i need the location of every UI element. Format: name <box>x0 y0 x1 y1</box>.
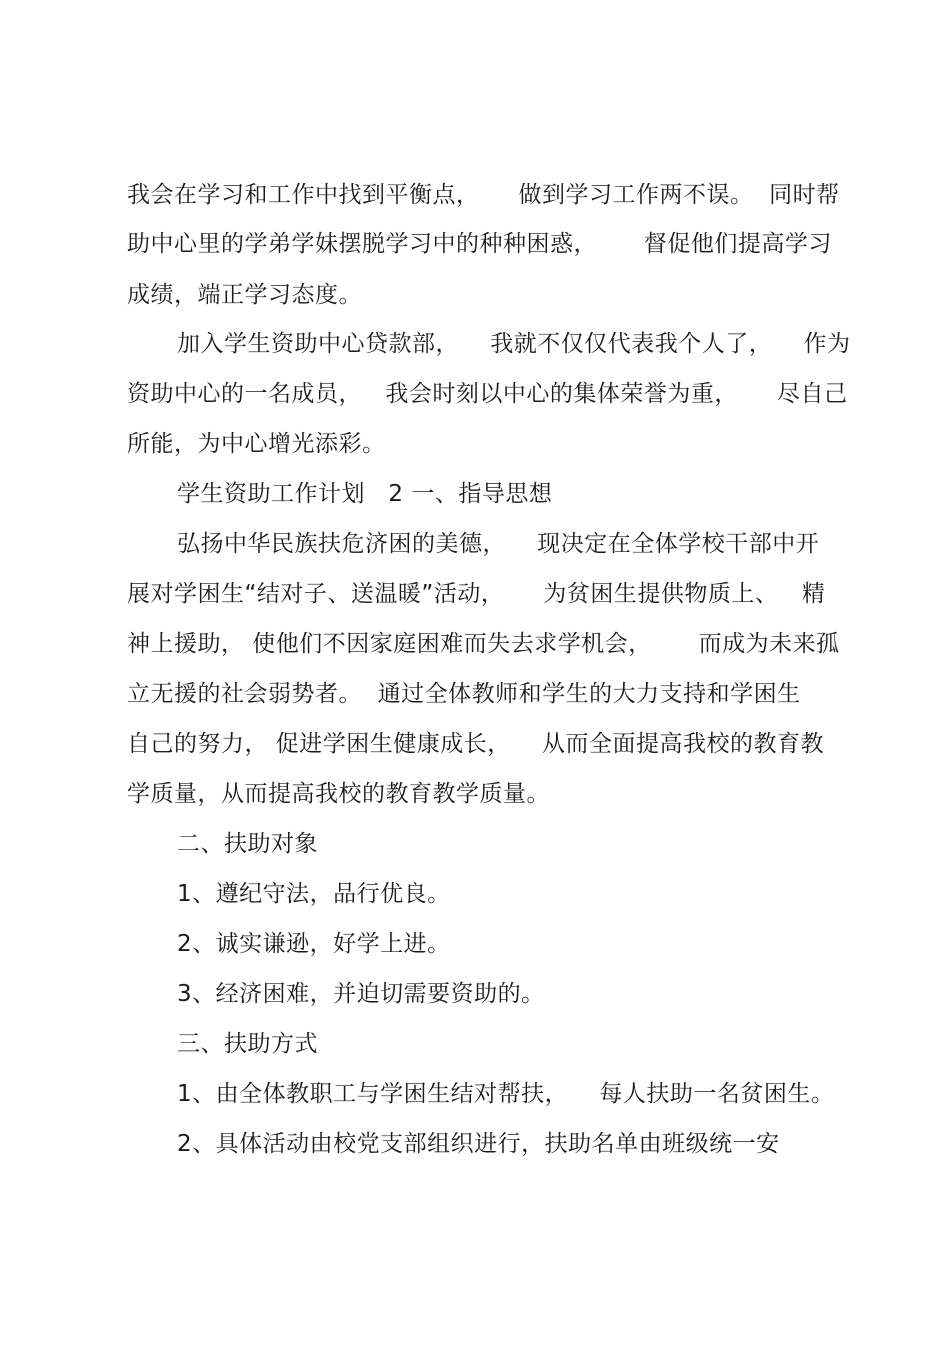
text-line: 成绩，端正学习态度。 <box>127 282 362 308</box>
text-line: 加入学生资助中心贷款部， 我就不仅仅代表我个人了， 作为 <box>177 331 851 357</box>
text-line: 所能，为中心增光添彩。 <box>127 431 386 457</box>
text-line: 助中心里的学弟学妹摆脱学习中的种种困惑， 督促他们提高学习 <box>127 231 832 257</box>
section-heading: 二、扶助对象 <box>177 831 318 857</box>
text-line: 资助中心的一名成员， 我会时刻以中心的集体荣誉为重， 尽自己 <box>127 381 848 407</box>
text-line: 展对学困生“结对子、送温暖”活动， 为贫困生提供物质上、 精 <box>127 581 826 607</box>
list-item: 2、具体活动由校党支部组织进行，扶助名单由班级统一安 <box>177 1131 780 1157</box>
text-line: 我会在学习和工作中找到平衡点， 做到学习工作两不误。 同时帮 <box>127 182 840 208</box>
text-line: 弘扬中华民族扶危济困的美德， 现决定在全体学校干部中开 <box>177 531 820 557</box>
list-item: 1、由全体教职工与学困生结对帮扶， 每人扶助一名贫困生。 <box>177 1081 835 1107</box>
list-item: 2、诚实谦逊，好学上进。 <box>177 931 451 957</box>
section-heading: 学生资助工作计划 2 一、指导思想 <box>177 481 553 507</box>
text-line: 神上援助， 使他们不因家庭困难而失去求学机会， 而成为未来孤 <box>127 631 840 657</box>
list-item: 1、遵纪守法，品行优良。 <box>177 881 451 907</box>
list-item: 3、经济困难，并迫切需要资助的。 <box>177 981 545 1007</box>
text-line: 立无援的社会弱势者。 通过全体教师和学生的大力支持和学困生 <box>127 681 801 707</box>
section-heading: 三、扶助方式 <box>177 1031 318 1057</box>
text-line: 学质量，从而提高我校的教育教学质量。 <box>127 781 550 807</box>
text-line: 自己的努力， 促进学困生健康成长， 从而全面提高我校的教育教 <box>127 731 825 757</box>
